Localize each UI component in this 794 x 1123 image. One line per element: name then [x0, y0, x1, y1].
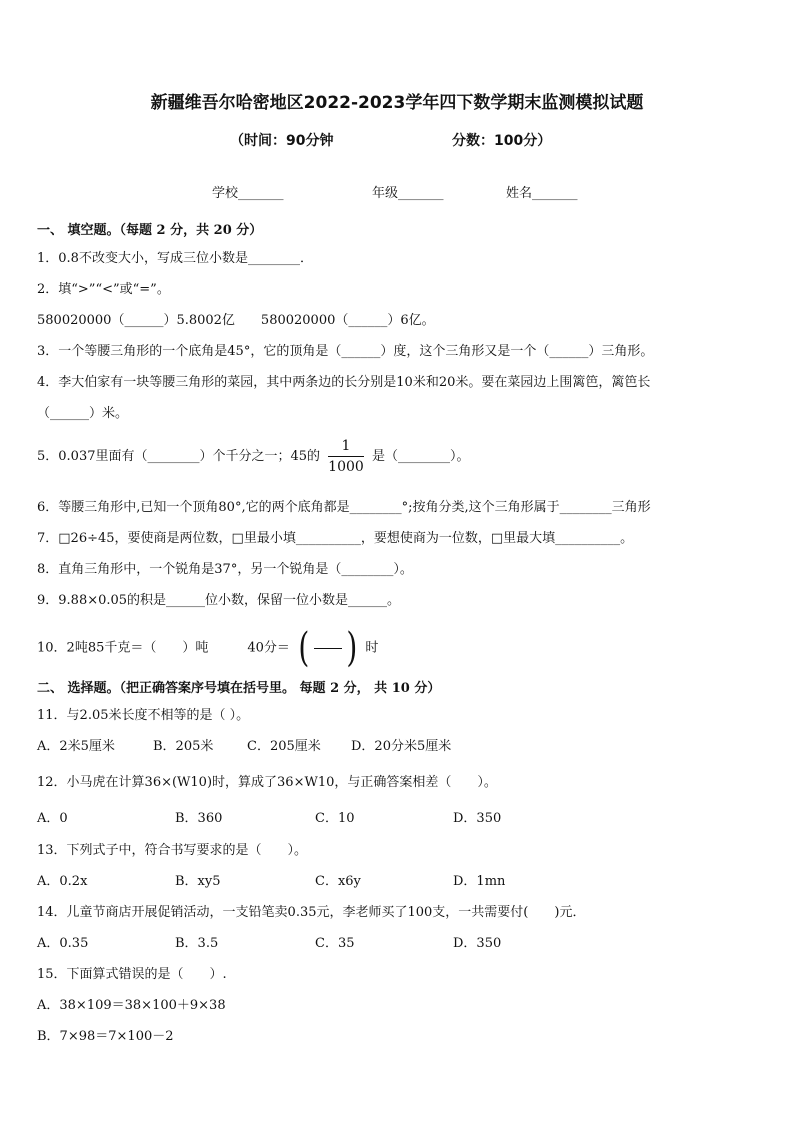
question-15-option-a: A．38×109＝38×100＋9×38	[37, 998, 226, 1013]
question-10-text-b: 时	[365, 640, 379, 656]
fraction-denominator: 1000	[328, 459, 364, 475]
question-4-line-2: （______）米。	[37, 406, 129, 421]
exam-score: 分数：100分）	[452, 133, 552, 149]
option-d: D．350	[453, 811, 502, 826]
option-a: A．2米5厘米	[37, 739, 115, 754]
question-15-option-b: B．7×98＝7×100－2	[37, 1029, 174, 1044]
question-13: 13．下列式子中，符合书写要求的是（ ）。	[37, 843, 308, 858]
grade-field: 年级_______	[372, 186, 444, 201]
question-6: 6．等腰三角形中,已知一个顶角80°,它的两个底角都是________°;按角分类,这个三角形属于________三角形	[37, 500, 651, 515]
question-2: 2．填“>”“<”或“=”。	[37, 282, 170, 297]
option-d: D．350	[453, 936, 502, 951]
question-8: 8．直角三角形中，一个锐角是37°，另一个锐角是（________）。	[37, 562, 413, 577]
option-b: B．xy5	[175, 874, 221, 889]
question-14-options	[37, 935, 501, 953]
question-1: 1．0.8不改变大小，写成三位小数是________．	[37, 251, 313, 266]
exam-time: （时间：90分钟	[230, 133, 334, 149]
option-a: A．0.2x	[37, 874, 88, 889]
option-d: D．20分米5厘米	[351, 739, 452, 754]
option-a: A．0	[37, 811, 68, 826]
fraction-numerator: 1	[328, 436, 364, 457]
exam-title: 新疆维吾尔哈密地区2022-2023学年四下数学期末监测模拟试题	[150, 93, 644, 113]
fraction-bar	[314, 648, 342, 649]
option-b: B．205米	[153, 739, 214, 754]
left-paren: (	[298, 625, 310, 671]
blank-fraction	[296, 625, 359, 671]
option-c: C．205厘米	[247, 739, 321, 754]
section-1-heading: 一、 填空题。（每题 2 分，共 20 分）	[37, 223, 263, 238]
right-paren: )	[345, 625, 357, 671]
question-12: 12．小马虎在计算36×(W10)时，算成了36×W10，与正确答案相差（ ）。	[37, 775, 497, 790]
name-field: 姓名_______	[506, 186, 578, 201]
section-2-heading: 二、 选择题。（把正确答案序号填在括号里。 每题 2 分， 共 10 分）	[37, 681, 441, 696]
school-field: 学校_______	[212, 186, 284, 201]
question-11: 11．与2.05米长度不相等的是（ ）。	[37, 708, 250, 723]
option-c: C．10	[315, 811, 355, 826]
option-b: B．3.5	[175, 936, 219, 951]
question-3: 3．一个等腰三角形的一个底角是45°，它的顶角是（______）度，这个三角形又是一个（______）三角形。	[37, 344, 654, 359]
fraction-1-1000	[328, 436, 364, 477]
question-5	[37, 436, 469, 478]
option-c: C．35	[315, 936, 355, 951]
option-a: A．0.35	[37, 936, 89, 951]
option-c: C．x6y	[315, 874, 361, 889]
question-4-line-1: 4．李大伯家有一块等腰三角形的菜园，其中两条边的长分别是10米和20米。要在菜园边上围篱笆，篱笆长	[37, 375, 651, 390]
question-9: 9．9.88×0.05的积是______位小数，保留一位小数是______。	[37, 593, 401, 608]
question-7: 7．□26÷45，要使商是两位数，□里最小填__________，要想使商为一位数，□里最大填__________。	[37, 531, 634, 546]
option-b: B．360	[175, 811, 223, 826]
question-5-text-a: 5．0.037里面有（________）个千分之一；45的	[37, 449, 321, 464]
question-2-line: 580020000（______）5.8002亿 580020000（______）6亿。	[37, 313, 435, 328]
question-11-options	[37, 738, 451, 756]
question-12-options	[37, 810, 501, 828]
question-10-text-a: 10．2吨85千克＝（ ）吨 40分＝	[37, 640, 290, 656]
question-13-options	[37, 873, 505, 891]
question-10	[37, 625, 379, 671]
question-5-text-b: 是（________）。	[371, 449, 470, 464]
question-15: 15．下面算式错误的是（ ）.	[37, 967, 227, 982]
question-14: 14．儿童节商店开展促销活动，一支铅笔卖0.35元，李老师买了100支，一共需要付( )元．	[37, 905, 586, 920]
option-d: D．1mn	[453, 874, 506, 889]
